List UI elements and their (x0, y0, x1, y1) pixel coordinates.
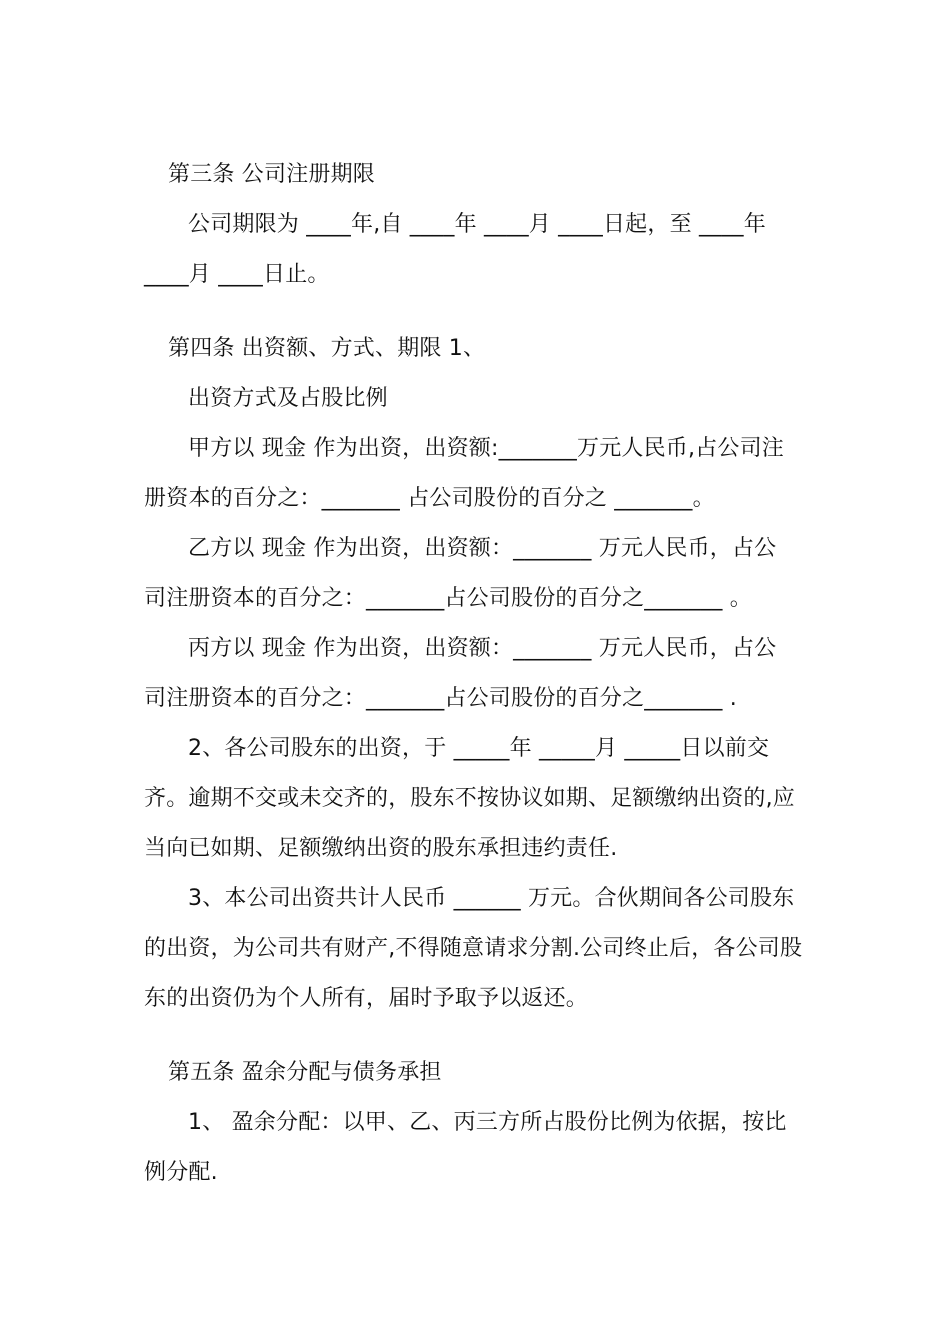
article-5-line-2: 例分配. (144, 1160, 218, 1185)
article-4-line-12: 的出资，为公司共有财产,不得随意请求分割.公司终止后，各公司股 (144, 936, 803, 961)
article-4-line-13: 东的出资仍为个人所有，届时予取予以返还。 (144, 986, 589, 1011)
article-4-line-1: 出资方式及占股比例 (188, 386, 388, 411)
article-4-line-11: 3、本公司出资共计人民币 ______ 万元。合伙期间各公司股东 (188, 886, 795, 911)
article-4-line-6: 丙方以 现金 作为出资，出资额：_______ 万元人民币，占公 (188, 636, 777, 661)
article-4-line-3: 册资本的百分之：_______ 占公司股份的百分之 _______。 (144, 486, 715, 511)
article-4-line-4: 乙方以 现金 作为出资，出资额：_______ 万元人民币，占公 (188, 536, 777, 561)
article-4-line-8: 2、各公司股东的出资，于 _____年 _____月 _____日以前交 (188, 736, 770, 761)
article-3-line-2: ____月 ____日止。 (144, 262, 330, 287)
article-4-line-10: 当向已如期、足额缴纳出资的股东承担违约责任. (144, 836, 618, 861)
article-3-heading: 第三条 公司注册期限 (168, 162, 375, 187)
article-4-line-7: 司注册资本的百分之：_______占公司股份的百分之_______ . (144, 686, 737, 711)
article-4-line-9: 齐。逾期不交或未交齐的，股东不按协议如期、足额缴纳出资的,应 (144, 786, 795, 811)
article-4-line-2: 甲方以 现金 作为出资，出资额:_______万元人民币,占公司注 (188, 436, 784, 461)
article-5-heading: 第五条 盈余分配与债务承担 (168, 1060, 442, 1085)
article-5-line-1: 1、 盈余分配：以甲、乙、丙三方所占股份比例为依据，按比 (188, 1110, 787, 1135)
article-4-heading: 第四条 出资额、方式、期限 1、 (168, 336, 486, 361)
article-4-line-5: 司注册资本的百分之：_______占公司股份的百分之_______ 。 (144, 586, 752, 611)
article-3-line-1: 公司期限为 ____年,自 ____年 ____月 ____日起，至 ____年 (188, 212, 766, 237)
